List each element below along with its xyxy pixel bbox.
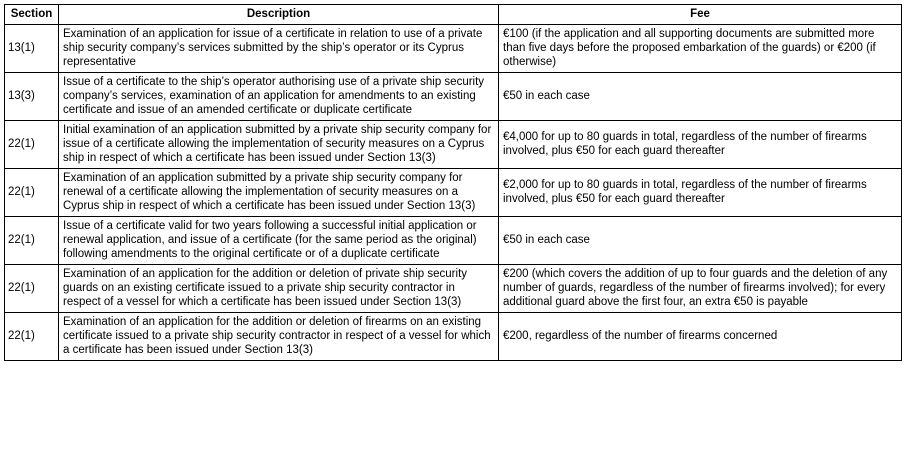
fee-schedule-table: [4, 4, 902, 361]
cell-description: Issue of a certificate to the ship’s operator authorising use of a private ship security company’s services, examination of an application for amendments to an existing certificate and issue of an amended certificate or duplicate certificate: [59, 73, 499, 121]
cell-section: 22(1): [5, 313, 59, 361]
table-row: [5, 73, 902, 121]
table-row: [5, 121, 902, 169]
table-row: [5, 217, 902, 265]
table-row: [5, 313, 902, 361]
cell-fee: €50 in each case: [499, 73, 902, 121]
cell-section: 22(1): [5, 169, 59, 217]
cell-description: Issue of a certificate valid for two years following a successful initial application or renewal application, and issue of a certificate (for the same period as the original) following amendments to the original certificate or of a duplicate certificate: [59, 217, 499, 265]
cell-description: Examination of an application for the addition or deletion of private ship security guards on an existing certificate issued to a private ship security contractor in respect of a vessel for which a certificate has been issued under Section 13(3): [59, 265, 499, 313]
cell-fee: €100 (if the application and all supporting documents are submitted more than five days before the proposed embarkation of the guards) or €200 (if otherwise): [499, 25, 902, 73]
column-header-description: Description: [59, 5, 499, 25]
table-header: [5, 5, 902, 25]
cell-description: Examination of an application for issue of a certificate in relation to use of a private ship security company’s services submitted by the ship’s operator or its Cyprus representative: [59, 25, 499, 73]
table-row: [5, 169, 902, 217]
cell-section: 13(1): [5, 25, 59, 73]
cell-fee: €200, regardless of the number of firearms concerned: [499, 313, 902, 361]
column-header-fee: Fee: [499, 5, 902, 25]
cell-section: 22(1): [5, 121, 59, 169]
cell-fee: €200 (which covers the addition of up to four guards and the deletion of any number of guards, regardless of the number of firearms involved); for every additional guard above the first four, an extra €50 is payable: [499, 265, 902, 313]
cell-section: 22(1): [5, 217, 59, 265]
cell-description: Examination of an application submitted by a private ship security company for renewal of a certificate allowing the implementation of security measures on a Cyprus ship in respect of which a certificate has been issued under Section 13(3): [59, 169, 499, 217]
table-header-row: [5, 5, 902, 25]
column-header-section: Section: [5, 5, 59, 25]
cell-fee: €50 in each case: [499, 217, 902, 265]
cell-section: 22(1): [5, 265, 59, 313]
table-row: [5, 265, 902, 313]
cell-fee: €2,000 for up to 80 guards in total, regardless of the number of firearms involved, plus €50 for each guard thereafter: [499, 169, 902, 217]
cell-description: Examination of an application for the addition or deletion of firearms on an existing certificate issued to a private ship security contractor in respect of a vessel for which a certificate has been issued under Section 13(3): [59, 313, 499, 361]
cell-description: Initial examination of an application submitted by a private ship security company for issue of a certificate allowing the implementation of security measures on a Cyprus ship in respect of which a certificate has been issued under Section 13(3): [59, 121, 499, 169]
table-row: [5, 25, 902, 73]
cell-fee: €4,000 for up to 80 guards in total, regardless of the number of firearms involved, plus €50 for each guard thereafter: [499, 121, 902, 169]
cell-section: 13(3): [5, 73, 59, 121]
table-body: [5, 25, 902, 361]
